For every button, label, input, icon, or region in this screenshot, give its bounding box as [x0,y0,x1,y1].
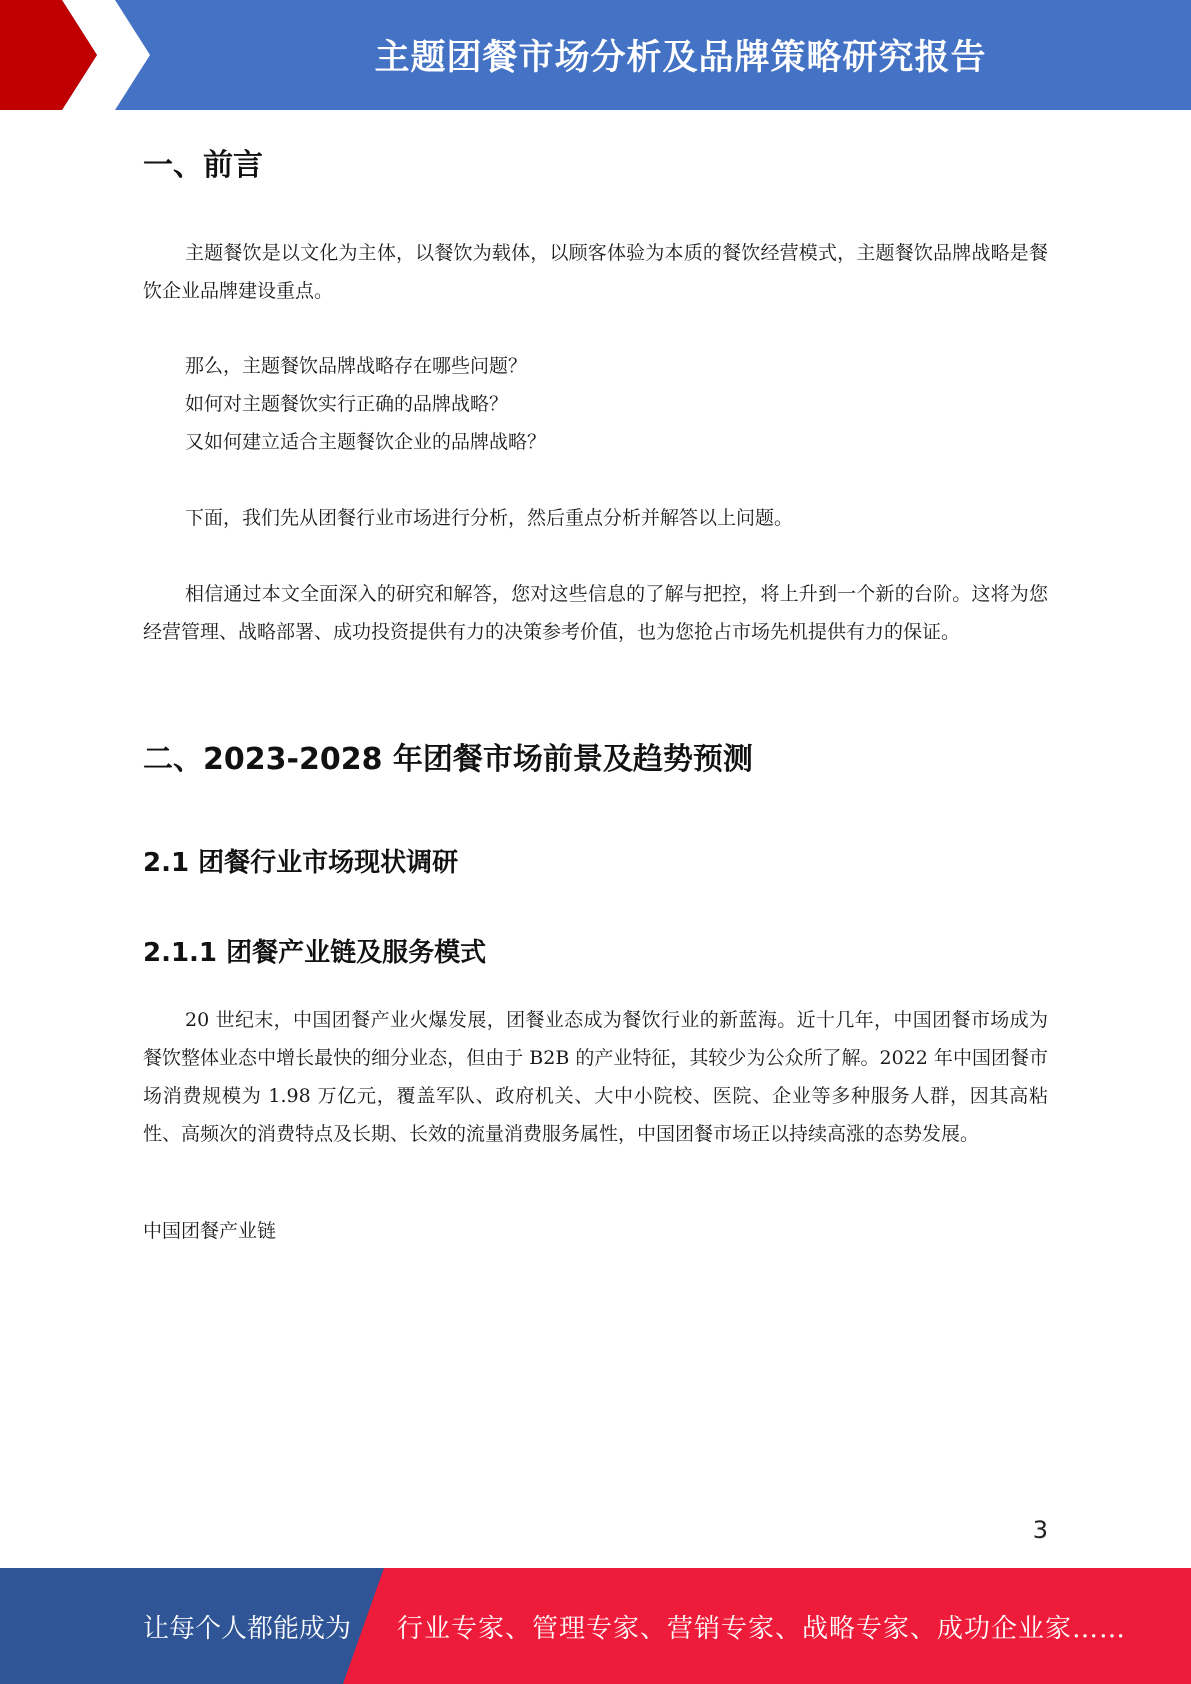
preface-paragraph-3: 相信通过本文全面深入的研究和解答，您对这些信息的了解与把控，将上升到一个新的台阶。这将为您经营管理、战略部署、成功投资提供有力的决策参考价值，也为您抢占市场先机提供有力的保证。 [143,583,1048,643]
question-1: 那么，主题餐饮品牌战略存在哪些问题？ [185,355,528,377]
page-number: 3 [1032,1516,1048,1544]
report-title: 主题团餐市场分析及品牌策略研究报告 [374,38,987,78]
preface-paragraph-1: 主题餐饮是以文化为主体，以餐饮为载体，以顾客体验为本质的餐饮经营模式，主题餐饮品牌战略是餐饮企业品牌建设重点。 [143,242,1048,302]
figure-caption: 中国团餐产业链 [143,1220,277,1242]
footer-slogan-right: 行业专家、管理专家、营销专家、战略专家、成功企业家…… [397,1613,1127,1644]
footer-bar [0,1568,1191,1684]
forecast-heading: 二、2023-2028 年团餐市场前景及趋势预测 [143,742,753,777]
subsection-heading-2-1: 2.1 团餐行业市场现状调研 [143,848,459,878]
footer-slogan-left: 让每个人都能成为 [143,1613,352,1644]
question-2: 如何对主题餐饮实行正确的品牌战略？ [185,393,509,415]
preface-heading: 一、前言 [143,148,263,183]
preface-paragraph-2: 下面，我们先从团餐行业市场进行分析，然后重点分析并解答以上问题。 [185,507,794,529]
header-bar [0,0,1191,110]
question-3: 又如何建立适合主题餐饮企业的品牌战略？ [185,431,547,453]
subsection-heading-2-1-1: 2.1.1 团餐产业链及服务模式 [143,938,487,968]
industry-chain-paragraph: 20 世纪末，中国团餐产业火爆发展，团餐业态成为餐饮行业的新蓝海。近十几年，中国团餐市场成为餐饮整体业态中增长最快的细分业态，但由于 B2B 的产业特征，其较少为公众所了解。2022 年中国团餐市场消费规模为 1.98 万亿元，覆盖军队、政府机关、大中小院校、医院、企业等多种服务人群，因其高粘性、高频次的消费特点及长期、长效的流量消费服务属性，中国团餐市场正以持续高涨的态势发展。 [143,1009,1048,1145]
